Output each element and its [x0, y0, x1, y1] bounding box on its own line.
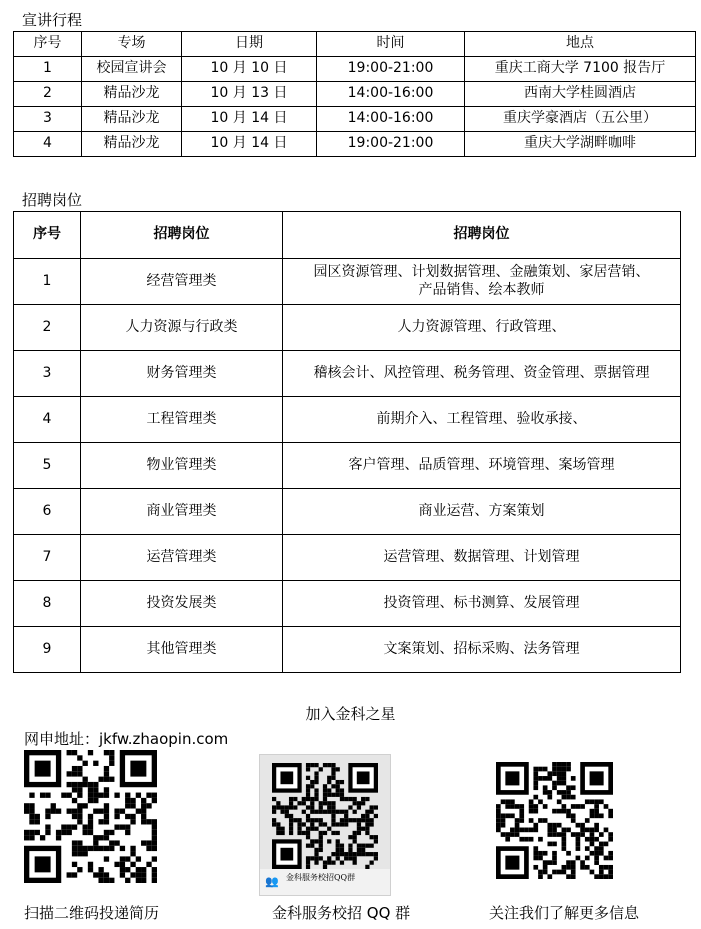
- cell-venue: 重庆工商大学 7100 报告厅: [465, 57, 696, 82]
- caption-resume: [24, 902, 159, 923]
- qr-code-icon: [268, 763, 382, 869]
- cell-category: 物业管理类: [81, 443, 283, 489]
- positions-line: 园区资源管理、计划数据管理、金融策划、家居营销、: [313, 264, 650, 280]
- caption-qq: 金科服务校招 QQ 群: [272, 904, 411, 922]
- table-row: [14, 581, 681, 627]
- cell-venue: 重庆大学湖畔咖啡: [465, 132, 696, 157]
- qq-banner: [260, 869, 390, 895]
- cell-index: 8: [14, 581, 81, 627]
- cell-category: 运营管理类: [81, 535, 283, 581]
- cell-index: 1: [14, 57, 82, 82]
- cell-date: 10 月 10 日: [182, 57, 317, 82]
- table-row: [14, 489, 681, 535]
- qr-code-icon: [496, 762, 613, 879]
- cell-time: 14:00-16:00: [317, 82, 465, 107]
- apply-url[interactable]: 网申地址：jkfw.zhaopin.com: [24, 730, 229, 748]
- cell-index: 1: [14, 259, 81, 305]
- cell-index: 2: [14, 82, 82, 107]
- caption-text: 扫描二维码投递简历: [24, 904, 160, 922]
- cell-session: 精品沙龙: [82, 107, 182, 132]
- positions-header-row: [14, 212, 681, 259]
- qr-code-icon: [24, 750, 157, 883]
- qq-banner-title: 金科服务校招QQ群: [286, 873, 356, 882]
- positions-title: 招聘岗位: [22, 191, 83, 209]
- cell-session: 精品沙龙: [82, 132, 182, 157]
- cell-venue: 重庆学豪酒店（五公里）: [465, 107, 696, 132]
- positions-table: [13, 211, 681, 673]
- schedule-table: [13, 31, 696, 157]
- qq-group-card: [259, 754, 391, 896]
- cell-session: 校园宣讲会: [82, 57, 182, 82]
- avatar-icon: 👥: [265, 875, 279, 888]
- cell-category: 人力资源与行政类: [81, 305, 283, 351]
- col-header: 时间: [317, 32, 465, 57]
- col-header: 序号: [14, 32, 82, 57]
- cell-positions: 人力资源管理、行政管理、: [283, 305, 681, 351]
- table-row: [14, 397, 681, 443]
- col-header: 专场: [82, 32, 182, 57]
- cell-index: 6: [14, 489, 81, 535]
- table-row: [14, 443, 681, 489]
- cell-positions: 前期介入、工程管理、验收承接、: [283, 397, 681, 443]
- cell-category: 经营管理类: [81, 259, 283, 305]
- cell-date: 10 月 14 日: [182, 107, 317, 132]
- cell-time: 19:00-21:00: [317, 132, 465, 157]
- table-row: [14, 82, 696, 107]
- cell-positions: 稽核会计、风控管理、税务管理、资金管理、票据管理: [283, 351, 681, 397]
- cell-category: 投资发展类: [81, 581, 283, 627]
- cell-time: 19:00-21:00: [317, 57, 465, 82]
- table-row: [14, 351, 681, 397]
- col-header: 序号: [14, 212, 81, 259]
- positions-line: 产品销售、绘本教师: [418, 281, 545, 298]
- cell-venue: 西南大学桂圆酒店: [465, 82, 696, 107]
- table-row: [14, 132, 696, 157]
- cell-session: 精品沙龙: [82, 82, 182, 107]
- cell-positions: 文案策划、招标采购、法务管理: [283, 627, 681, 673]
- cell-category: 商业管理类: [81, 489, 283, 535]
- cell-positions: 投资管理、标书测算、发展管理: [283, 581, 681, 627]
- schedule-title: 宣讲行程: [22, 11, 83, 29]
- cell-index: 5: [14, 443, 81, 489]
- table-row: [14, 627, 681, 673]
- cell-positions: 商业运营、方案策划: [283, 489, 681, 535]
- cell-index: 4: [14, 132, 82, 157]
- cell-positions: 运营管理、数据管理、计划管理: [283, 535, 681, 581]
- cell-index: 3: [14, 107, 82, 132]
- cell-category: 财务管理类: [81, 351, 283, 397]
- cell-category: 工程管理类: [81, 397, 283, 443]
- table-row: [14, 57, 696, 82]
- table-row: [14, 305, 681, 351]
- cell-positions: 客户管理、品质管理、环境管理、案场管理: [283, 443, 681, 489]
- table-row: [14, 535, 681, 581]
- cell-date: 10 月 13 日: [182, 82, 317, 107]
- caption-follow: 关注我们了解更多信息: [489, 904, 640, 922]
- cell-index: 2: [14, 305, 81, 351]
- cell-positions: [283, 259, 681, 305]
- schedule-header-row: [14, 32, 696, 57]
- col-header: 日期: [182, 32, 317, 57]
- cell-index: 3: [14, 351, 81, 397]
- col-header: 招聘岗位: [283, 212, 681, 259]
- cell-index: 4: [14, 397, 81, 443]
- table-row: [14, 259, 681, 305]
- col-header: 地点: [465, 32, 696, 57]
- cell-category: 其他管理类: [81, 627, 283, 673]
- col-header: 招聘岗位: [81, 212, 283, 259]
- cell-index: 7: [14, 535, 81, 581]
- table-row: [14, 107, 696, 132]
- cell-time: 14:00-16:00: [317, 107, 465, 132]
- cell-date: 10 月 14 日: [182, 132, 317, 157]
- cell-index: 9: [14, 627, 81, 673]
- join-heading: 加入金科之星: [305, 705, 396, 723]
